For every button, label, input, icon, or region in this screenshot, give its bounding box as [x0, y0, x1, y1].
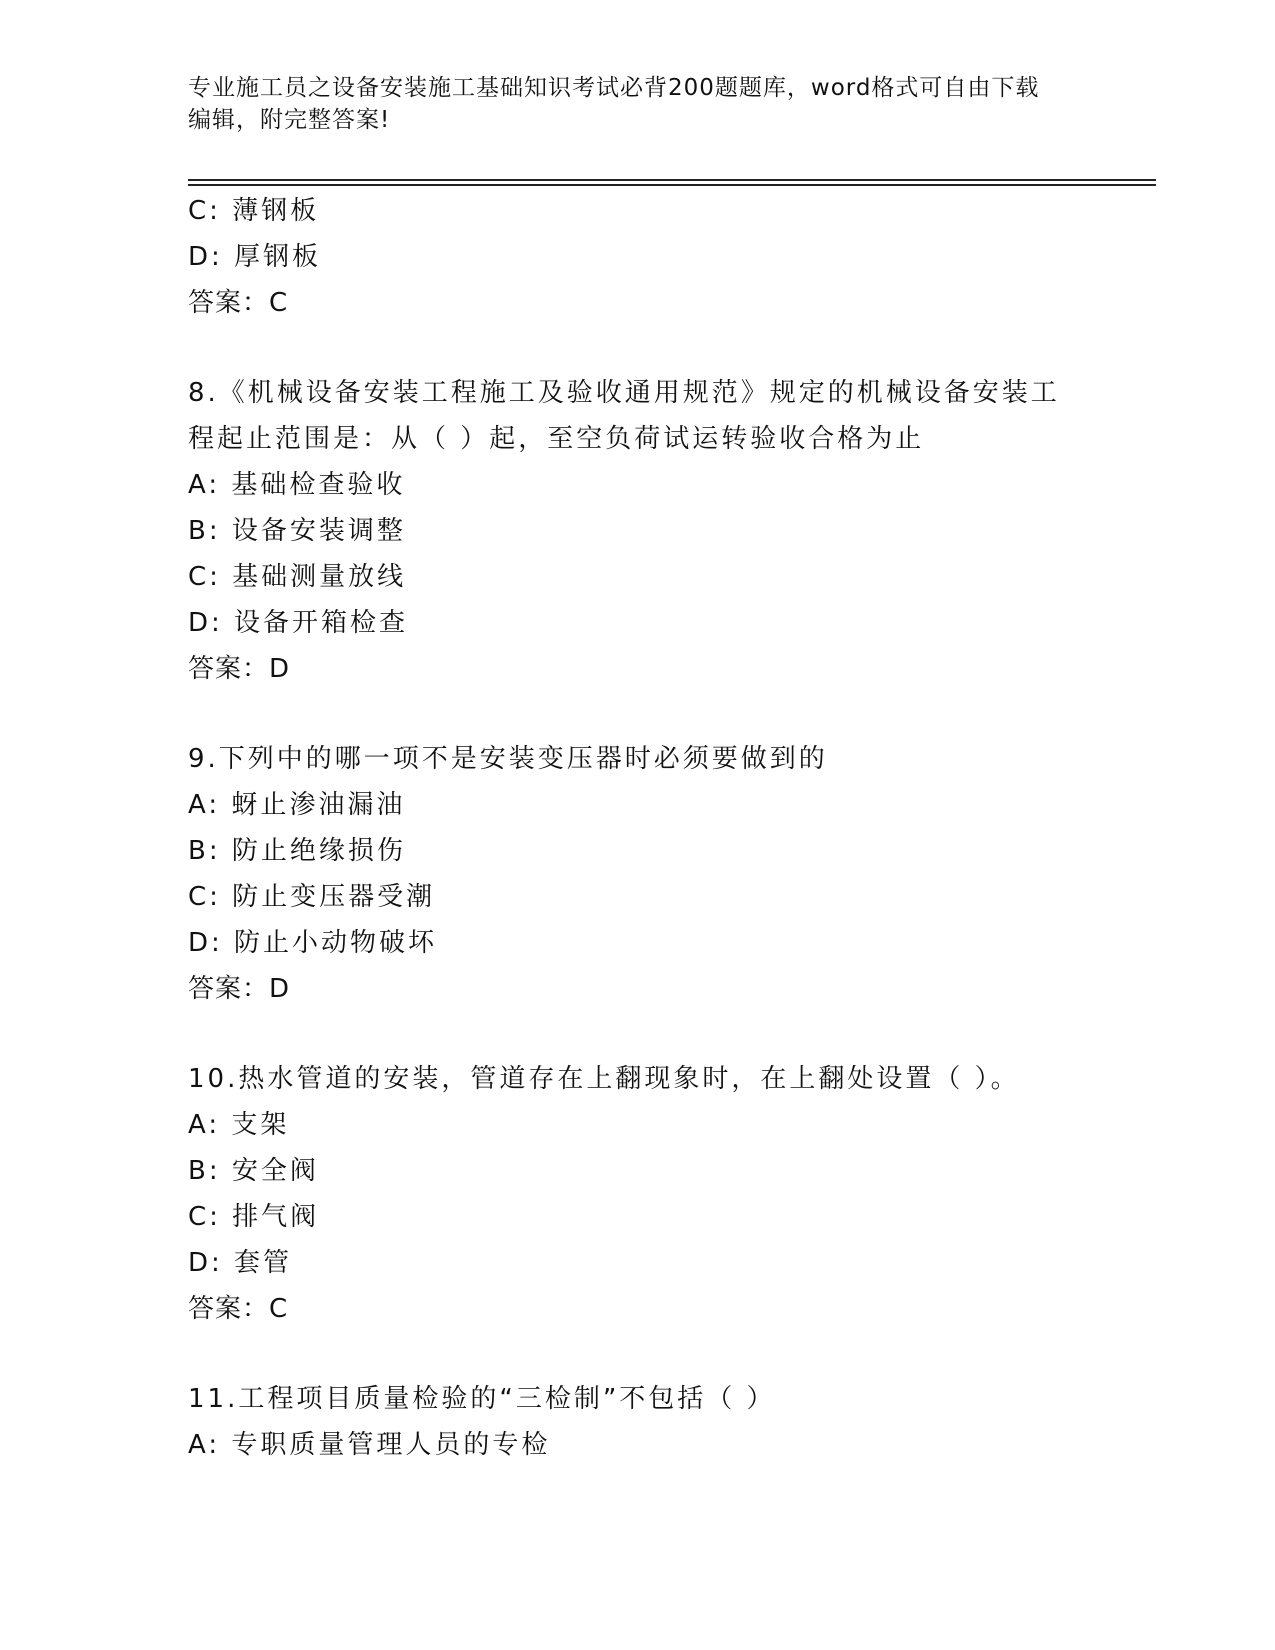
question-block-9 — [188, 736, 1088, 1012]
spacer — [188, 1332, 1088, 1376]
question-text: 9.下列中的哪一项不是安装变压器时必须要做到的 — [188, 744, 828, 774]
option-c: C: 排气阀 — [188, 1202, 320, 1232]
spacer — [188, 1012, 1088, 1056]
answer: 答案：C — [188, 288, 289, 318]
option-d: D: 设备开箱检查 — [188, 608, 409, 638]
header-line-2: 编辑，附完整答案! — [188, 107, 391, 133]
option-d: D: 防止小动物破坏 — [188, 928, 438, 958]
question-text-continued: 程起止范围是：从（ ）起，至空负荷试运转验收合格为止 — [188, 424, 925, 454]
option-d: D: 套管 — [188, 1248, 293, 1278]
header-divider-bottom — [188, 184, 1156, 186]
option-a: A: 支架 — [188, 1110, 290, 1140]
option-a: A: 蚜止渗油漏油 — [188, 790, 406, 820]
question-list — [188, 188, 1088, 1468]
question-text: 10.热水管道的安装，管道存在上翻现象时，在上翻处设置（ ）。 — [188, 1064, 1020, 1094]
question-block-7-tail — [188, 188, 1088, 326]
document-header — [188, 72, 1088, 136]
option-a: A: 专职质量管理人员的专检 — [188, 1430, 551, 1460]
answer: 答案：C — [188, 1294, 289, 1324]
option-b: B: 防止绝缘损伤 — [188, 836, 406, 866]
question-text: 8.《机械设备安装工程施工及验收通用规范》规定的机械设备安装工 — [188, 378, 1060, 408]
option-d: D: 厚钢板 — [188, 242, 322, 272]
option-b: B: 设备安装调整 — [188, 516, 406, 546]
question-block-11 — [188, 1376, 1088, 1468]
answer: 答案：D — [188, 654, 291, 684]
answer: 答案：D — [188, 974, 291, 1004]
spacer — [188, 692, 1088, 736]
option-b: B: 安全阀 — [188, 1156, 319, 1186]
question-block-10 — [188, 1056, 1088, 1332]
header-divider-top — [188, 179, 1156, 181]
option-a: A: 基础检查验收 — [188, 470, 406, 500]
option-c: C: 基础测量放线 — [188, 562, 407, 592]
question-text: 11.工程项目质量检验的“三检制”不包括（ ） — [188, 1384, 776, 1414]
header-line-1: 专业施工员之设备安装施工基础知识考试必背200题题库，word格式可自由下载 — [188, 75, 1040, 101]
option-c: C: 防止变压器受潮 — [188, 882, 436, 912]
spacer — [188, 326, 1088, 370]
question-block-8 — [188, 370, 1088, 692]
option-c: C: 薄钢板 — [188, 196, 320, 226]
